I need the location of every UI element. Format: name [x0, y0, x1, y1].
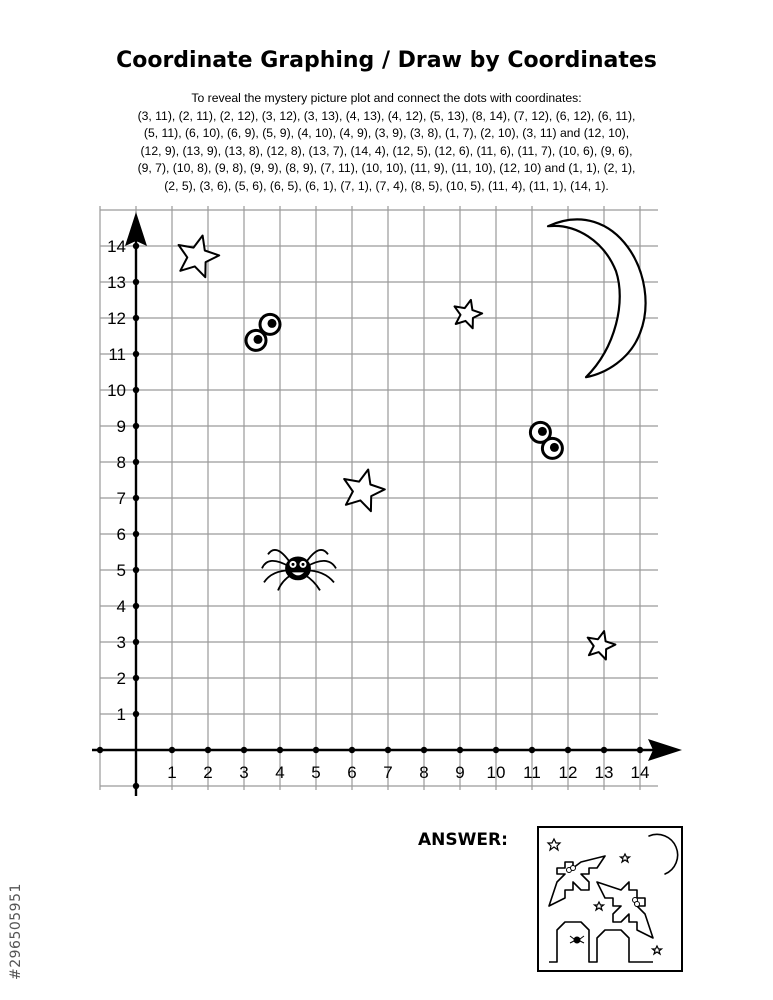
- answer-spider-icon: [570, 936, 584, 943]
- y-tick-dot: [133, 351, 139, 357]
- answer-thumbnail: [537, 826, 683, 972]
- answer-star-icon: [548, 839, 560, 850]
- x-tick-dot: [205, 747, 211, 753]
- x-tick-dot: [421, 747, 427, 753]
- x-tick-label: 7: [383, 763, 393, 782]
- y-tick-dot: [133, 711, 139, 717]
- stock-id: #296505951: [8, 883, 24, 980]
- x-tick-label: 10: [486, 763, 506, 782]
- y-tick-dot: [133, 423, 139, 429]
- x-tick-dot: [241, 747, 247, 753]
- y-tick-dot: [133, 783, 139, 789]
- x-tick-dot: [97, 747, 103, 753]
- y-tick-label: 6: [116, 525, 126, 544]
- answer-star-icon: [653, 946, 662, 954]
- y-tick-label: 8: [116, 453, 126, 472]
- x-tick-dot: [349, 747, 355, 753]
- y-tick-label: 11: [108, 345, 126, 364]
- x-tick-label: 3: [239, 763, 249, 782]
- x-tick-label: 8: [419, 763, 429, 782]
- instruction-line: (12, 9), (13, 9), (13, 8), (12, 8), (13, 7), (14, 4), (12, 5), (12, 6), (11, 6), (11, 7), (10, 6), (9, 6),: [140, 143, 633, 158]
- instruction-line: (5, 11), (6, 10), (6, 9), (5, 9), (4, 10), (4, 9), (3, 9), (3, 8), (1, 7), (2, 10), (3, 11) and (12, 10),: [143, 126, 630, 141]
- x-tick-label: 6: [347, 763, 357, 782]
- y-tick-dot: [133, 531, 139, 537]
- instruction-line: (3, 11), (2, 11), (2, 12), (3, 12), (3, 13), (4, 13), (4, 12), (5, 13), (8, 14), (7, 12), (6, 12), (6, 11),: [137, 108, 636, 123]
- star-icon: [588, 631, 616, 659]
- y-tick-dot: [133, 603, 139, 609]
- star-icon: [455, 300, 483, 328]
- y-tick-dot: [133, 567, 139, 573]
- eyes-icon: [530, 422, 562, 458]
- x-tick-dot: [457, 747, 463, 753]
- y-tick-label: 13: [107, 273, 126, 292]
- x-tick-label: 9: [455, 763, 465, 782]
- page-title: Coordinate Graphing / Draw by Coordinates: [116, 48, 657, 73]
- x-tick-dot: [565, 747, 571, 753]
- y-tick-dot: [133, 243, 139, 249]
- star-icon: [344, 470, 385, 512]
- eyes-icon: [246, 314, 280, 350]
- x-tick-label: 4: [275, 763, 285, 782]
- y-tick-label: 9: [116, 417, 126, 436]
- x-tick-label: 2: [203, 763, 213, 782]
- y-tick-dot: [133, 315, 139, 321]
- answer-picture: [539, 828, 681, 970]
- x-tick-dot: [493, 747, 499, 753]
- instruction-line: (9, 7), (10, 8), (9, 8), (9, 9), (8, 9), (7, 11), (10, 10), (11, 9), (11, 10), (12, 10) and (1, 1), (2, 1),: [137, 161, 636, 176]
- x-tick-dot: [601, 747, 607, 753]
- answer-label: ANSWER:: [418, 830, 508, 850]
- y-tick-label: 2: [116, 669, 126, 688]
- answer-bat-left: [549, 856, 605, 906]
- x-axis-arrow-icon: [648, 739, 682, 761]
- x-tick-label: 13: [594, 763, 614, 782]
- x-tick-dot: [385, 747, 391, 753]
- instruction-line: To reveal the mystery picture plot and connect the dots with coordinates:: [191, 91, 582, 105]
- y-tick-label: 1: [116, 705, 126, 724]
- x-tick-label: 11: [523, 763, 541, 782]
- x-tick-label: 1: [167, 763, 177, 782]
- y-axis-arrow-icon: [125, 212, 147, 246]
- x-tick-dot: [637, 747, 643, 753]
- answer-star-icon: [621, 854, 630, 862]
- x-tick-dot: [313, 747, 319, 753]
- star-icon: [179, 236, 220, 278]
- y-tick-label: 4: [116, 597, 126, 616]
- answer-star-icon: [595, 902, 604, 910]
- y-tick-label: 14: [107, 237, 126, 256]
- x-tick-label: 5: [311, 763, 321, 782]
- y-tick-dot: [133, 459, 139, 465]
- y-tick-dot: [133, 279, 139, 285]
- x-tick-dot: [277, 747, 283, 753]
- answer-moon: [649, 834, 678, 874]
- y-tick-label: 5: [116, 561, 126, 580]
- y-tick-label: 7: [116, 489, 126, 508]
- x-tick-label: 14: [630, 763, 650, 782]
- x-tick-label: 12: [558, 763, 578, 782]
- x-tick-dot: [529, 747, 535, 753]
- y-tick-dot: [133, 675, 139, 681]
- y-tick-label: 10: [107, 381, 126, 400]
- y-tick-label: 3: [116, 633, 126, 652]
- instruction-line: (2, 5), (3, 6), (5, 6), (6, 5), (6, 1), (7, 1), (7, 4), (8, 5), (10, 5), (11, 4), (11, 1), (14, 1).: [164, 178, 609, 193]
- y-tick-dot: [133, 495, 139, 501]
- x-tick-dot: [169, 747, 175, 753]
- y-tick-dot: [133, 639, 139, 645]
- y-tick-dot: [133, 387, 139, 393]
- y-tick-label: 12: [107, 309, 126, 328]
